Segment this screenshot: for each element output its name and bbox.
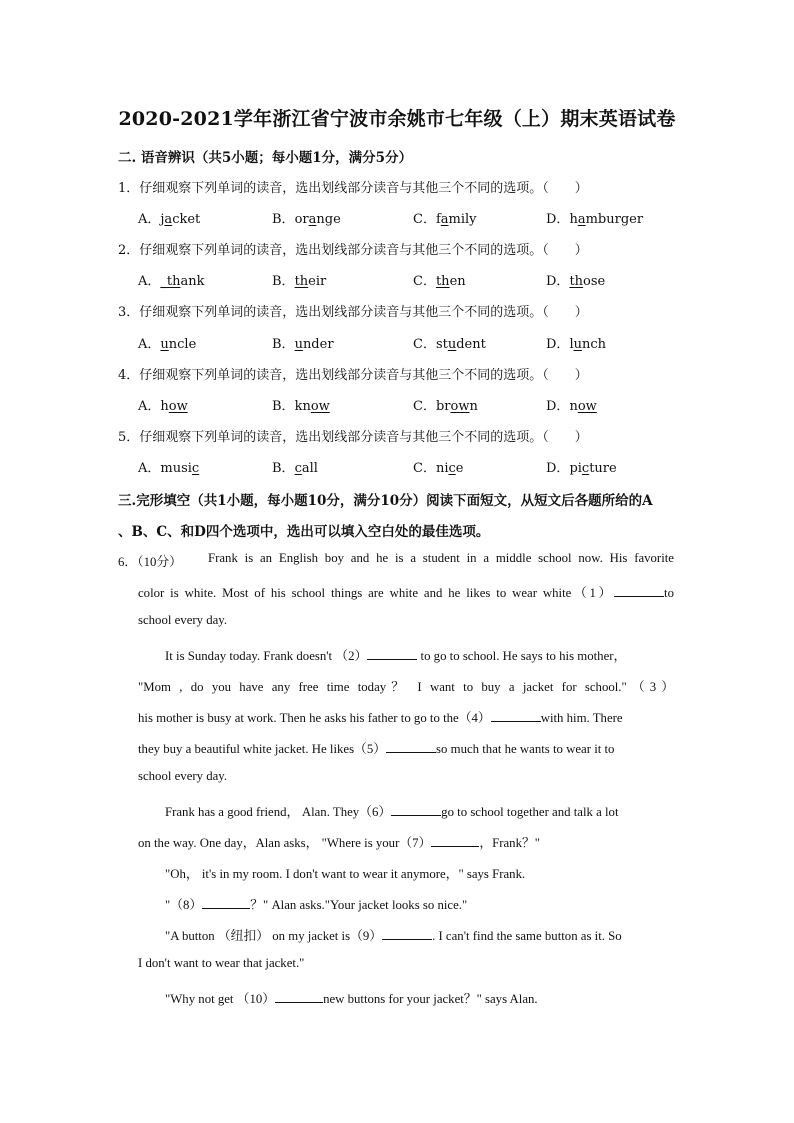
option-4c: C．brown (413, 399, 478, 414)
passage-line: I don't want to wear that jacket." (138, 956, 305, 970)
blank-9 (382, 927, 432, 940)
option-1d: D．hamburger (546, 212, 644, 227)
blank-7 (431, 834, 479, 847)
option-3b: B．under (272, 337, 334, 352)
option-4b: B．know (272, 399, 330, 414)
passage-line: "A button （纽扣） on my jacket is（9） . I can't find the same button as it. So (165, 929, 622, 943)
option-1a: A．jacket (138, 212, 201, 227)
question-1-stem: 1．仔细观察下列单词的读音，选出划线部分读音与其他三个不同的选项。（ ） (118, 181, 588, 196)
blank-4 (491, 709, 541, 722)
blank-6 (391, 803, 441, 816)
option-5b: B．call (272, 461, 318, 476)
option-2c: C．then (413, 274, 466, 289)
option-4d: D．now (546, 399, 597, 414)
passage-line: "Oh， it's in my room. I don't want to wear it anymore，" says Frank. (165, 867, 526, 881)
passage-line: color is white. Most of his school things are white and he likes to wear white（1） to (138, 586, 674, 600)
section-2-heading: 二. 语音辨识（共5小题；每小题1分，满分5分） (118, 150, 413, 166)
passage-line: his mother is busy at work. Then he asks his father to go to the（4） with him. There (138, 711, 623, 725)
passage-line: school every day. (138, 613, 228, 627)
option-4a: A．how (138, 399, 188, 414)
passage-line: "Why not get （10） new buttons for your jacket？" says Alan. (165, 992, 538, 1006)
passage-line: they buy a beautiful white jacket. He likes（5） so much that he wants to wear it to (138, 742, 615, 756)
blank-5 (386, 740, 436, 753)
blank-8 (202, 896, 250, 909)
passage-line: It is Sunday today. Frank doesn't （2） to go to school. He says to his mother， (165, 649, 627, 663)
passage-line: on the way. One day，Alan asks， "Where is your（7） ，Frank？" (138, 836, 541, 850)
question-6-number: 6．（10分） (118, 555, 182, 569)
option-2a: A．_thank (138, 274, 205, 289)
passage-line: "Mom , do you have any free time today？ I want to buy a jacket for school."（3） (138, 680, 674, 694)
question-5-stem: 5．仔细观察下列单词的读音，选出划线部分读音与其他三个不同的选项。（ ） (118, 430, 588, 445)
option-1c: C．family (413, 212, 477, 227)
blank-2 (367, 647, 417, 660)
passage-line: Frank has a good friend， Alan. They（6） go to school together and talk a lot (165, 805, 619, 819)
section-3-heading-line-1: 三.完形填空（共1小题，每小题10分，满分10分）阅读下面短文，从短文后各题所给的A (118, 493, 653, 509)
page-title: 2020-2021学年浙江省宁波市余姚市七年级（上）期末英语试卷 (118, 108, 676, 130)
option-2b: B．their (272, 274, 327, 289)
option-2d: D．those (546, 274, 606, 289)
passage-line: Frank is an English boy and he is a student in a middle school now. His favorite (208, 551, 674, 565)
passage-line: "（8） ？" Alan asks."Your jacket looks so nice." (165, 898, 468, 912)
option-1b: B．orange (272, 212, 341, 227)
question-4-stem: 4．仔细观察下列单词的读音，选出划线部分读音与其他三个不同的选项。（ ） (118, 368, 588, 383)
question-3-stem: 3．仔细观察下列单词的读音，选出划线部分读音与其他三个不同的选项。（ ） (118, 305, 588, 320)
section-3-heading-line-2: 、B、C、和D四个选项中，选出可以填入空白处的最佳选项。 (118, 524, 490, 540)
passage-line: school every day. (138, 769, 228, 783)
blank-10 (275, 990, 323, 1003)
option-5d: D．picture (546, 461, 617, 476)
option-5a: A．music (138, 461, 200, 476)
option-3a: A．uncle (138, 337, 197, 352)
option-3d: D．lunch (546, 337, 607, 352)
blank-1 (614, 584, 664, 597)
option-3c: C．student (413, 337, 486, 352)
question-2-stem: 2．仔细观察下列单词的读音，选出划线部分读音与其他三个不同的选项。（ ） (118, 243, 588, 258)
option-5c: C．nice (413, 461, 464, 476)
